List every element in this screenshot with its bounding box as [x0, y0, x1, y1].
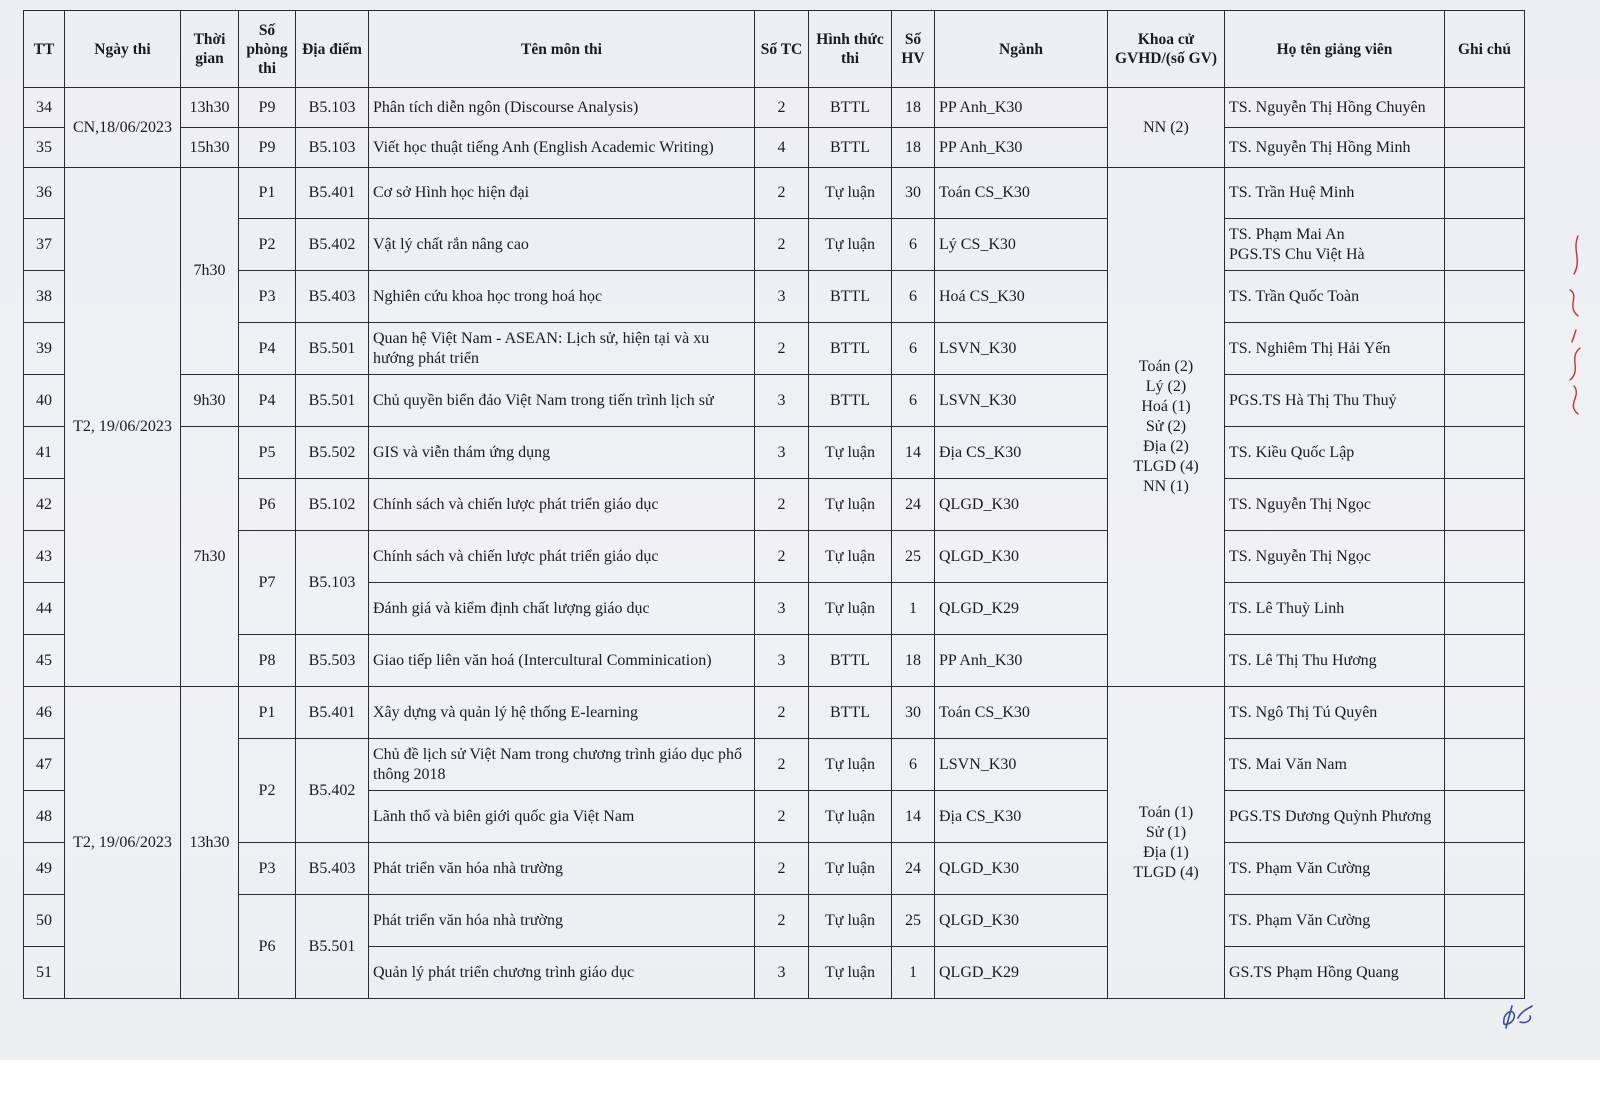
row-room: P6: [239, 895, 296, 999]
row-tt: 50: [24, 895, 65, 947]
row-room: P3: [239, 271, 296, 323]
row-format: BTTL: [809, 375, 892, 427]
row-venue: B5.402: [296, 739, 369, 843]
row-lecturer: TS. Lê Thị Thu Hương: [1225, 635, 1445, 687]
row-credits: 2: [755, 895, 809, 947]
table-row: [24, 271, 1525, 323]
row-lecturer: PGS.TS Hà Thị Thu Thuỷ: [1225, 375, 1445, 427]
row-credits: 3: [755, 375, 809, 427]
row-venue: B5.403: [296, 843, 369, 895]
row-students: 25: [892, 531, 935, 583]
header-students: Số HV: [892, 11, 935, 88]
row-credits: 2: [755, 323, 809, 375]
header-credits: Số TC: [755, 11, 809, 88]
row-room: P8: [239, 635, 296, 687]
row-major: Lý CS_K30: [935, 219, 1108, 271]
row-format: Tự luận: [809, 843, 892, 895]
row-students: 18: [892, 128, 935, 168]
row-note: [1445, 168, 1525, 219]
row-subject: Phát triển văn hóa nhà trường: [369, 895, 755, 947]
row-note: [1445, 583, 1525, 635]
row-note: [1445, 895, 1525, 947]
row-venue: B5.103: [296, 128, 369, 168]
row-lecturer: TS. Phạm Văn Cường: [1225, 895, 1445, 947]
table-row: [24, 635, 1525, 687]
table-row: [24, 323, 1525, 375]
row-lecturer: TS. Kiều Quốc Lập: [1225, 427, 1445, 479]
row-students: 25: [892, 895, 935, 947]
row-room: P2: [239, 219, 296, 271]
header-venue: Địa điểm: [296, 11, 369, 88]
row-tt: 51: [24, 947, 65, 999]
row-major: LSVN_K30: [935, 739, 1108, 791]
row-lecturer: TS. Trần Quốc Toàn: [1225, 271, 1445, 323]
row-major: LSVN_K30: [935, 323, 1108, 375]
row-date: CN,18/06/2023: [65, 88, 181, 168]
row-note: [1445, 88, 1525, 128]
row-tt: 49: [24, 843, 65, 895]
row-students: 24: [892, 479, 935, 531]
row-tt: 37: [24, 219, 65, 271]
row-room: P4: [239, 375, 296, 427]
row-major: QLGD_K29: [935, 947, 1108, 999]
row-note: [1445, 479, 1525, 531]
row-time: 13h30: [181, 687, 239, 999]
row-tt: 36: [24, 168, 65, 219]
row-credits: 2: [755, 219, 809, 271]
header-room: Số phòng thi: [239, 11, 296, 88]
row-format: Tự luận: [809, 739, 892, 791]
row-credits: 2: [755, 843, 809, 895]
row-note: [1445, 128, 1525, 168]
row-format: Tự luận: [809, 791, 892, 843]
row-lecturer: GS.TS Phạm Hồng Quang: [1225, 947, 1445, 999]
row-time: 7h30: [181, 427, 239, 687]
row-room: P3: [239, 843, 296, 895]
row-subject: Chủ quyền biển đảo Việt Nam trong tiến trình lịch sử: [369, 375, 755, 427]
row-tt: 45: [24, 635, 65, 687]
row-subject: Quan hệ Việt Nam - ASEAN: Lịch sử, hiện tại và xu hướng phát triển: [369, 323, 755, 375]
row-subject: Chính sách và chiến lược phát triển giáo dục: [369, 531, 755, 583]
row-lecturer: TS. Nghiêm Thị Hải Yến: [1225, 323, 1445, 375]
row-subject: Xây dựng và quản lý hệ thống E-learning: [369, 687, 755, 739]
row-major: QLGD_K30: [935, 479, 1108, 531]
row-students: 30: [892, 687, 935, 739]
row-tt: 34: [24, 88, 65, 128]
row-lecturer: TS. Trần Huệ Minh: [1225, 168, 1445, 219]
header-time: Thời gian: [181, 11, 239, 88]
row-venue: B5.103: [296, 88, 369, 128]
row-room: P6: [239, 479, 296, 531]
exam-schedule-table: [23, 10, 1525, 999]
row-students: 6: [892, 739, 935, 791]
row-credits: 3: [755, 583, 809, 635]
header-subject: Tên môn thi: [369, 11, 755, 88]
row-students: 6: [892, 323, 935, 375]
row-credits: 2: [755, 739, 809, 791]
row-note: [1445, 843, 1525, 895]
row-note: [1445, 739, 1525, 791]
row-major: Toán CS_K30: [935, 168, 1108, 219]
row-students: 6: [892, 219, 935, 271]
row-format: BTTL: [809, 687, 892, 739]
row-major: QLGD_K30: [935, 531, 1108, 583]
row-faculty: Toán (2) Lý (2) Hoá (1) Sử (2) Địa (2) TLGD (4) NN (1): [1108, 168, 1225, 687]
row-tt: 44: [24, 583, 65, 635]
row-note: [1445, 323, 1525, 375]
row-credits: 2: [755, 479, 809, 531]
row-format: Tự luận: [809, 219, 892, 271]
row-venue: B5.501: [296, 375, 369, 427]
row-format: BTTL: [809, 323, 892, 375]
row-tt: 41: [24, 427, 65, 479]
row-major: PP Anh_K30: [935, 128, 1108, 168]
row-venue: B5.403: [296, 271, 369, 323]
table-row: [24, 168, 1525, 219]
row-lecturer: TS. Lê Thuỳ Linh: [1225, 583, 1445, 635]
row-format: BTTL: [809, 128, 892, 168]
row-credits: 2: [755, 687, 809, 739]
row-subject: Chính sách và chiến lược phát triển giáo dục: [369, 479, 755, 531]
row-time: 15h30: [181, 128, 239, 168]
row-room: P9: [239, 128, 296, 168]
header-major: Ngành: [935, 11, 1108, 88]
row-tt: 47: [24, 739, 65, 791]
table-row: [24, 895, 1525, 947]
row-venue: B5.401: [296, 687, 369, 739]
row-lecturer: TS. Nguyễn Thị Hồng Minh: [1225, 128, 1445, 168]
table-row: [24, 128, 1525, 168]
row-subject: Chủ đề lịch sử Việt Nam trong chương trình giáo dục phổ thông 2018: [369, 739, 755, 791]
row-students: 1: [892, 947, 935, 999]
row-major: Toán CS_K30: [935, 687, 1108, 739]
header-faculty: Khoa cử GVHD/(số GV): [1108, 11, 1225, 88]
row-lecturer: TS. Ngô Thị Tú Quyên: [1225, 687, 1445, 739]
row-format: Tự luận: [809, 479, 892, 531]
row-venue: B5.502: [296, 427, 369, 479]
row-major: QLGD_K30: [935, 843, 1108, 895]
row-credits: 2: [755, 168, 809, 219]
row-lecturer: TS. Nguyễn Thị Hồng Chuyên: [1225, 88, 1445, 128]
table-row: [24, 531, 1525, 583]
row-subject: Giao tiếp liên văn hoá (Intercultural Comminication): [369, 635, 755, 687]
row-subject: Quản lý phát triển chương trình giáo dục: [369, 947, 755, 999]
row-credits: 2: [755, 791, 809, 843]
row-tt: 42: [24, 479, 65, 531]
header-lecturer: Họ tên giảng viên: [1225, 11, 1445, 88]
row-lecturer: TS. Nguyễn Thị Ngọc: [1225, 479, 1445, 531]
row-major: QLGD_K30: [935, 895, 1108, 947]
row-credits: 2: [755, 531, 809, 583]
table-row: [24, 687, 1525, 739]
row-room: P5: [239, 427, 296, 479]
table-row: [24, 427, 1525, 479]
row-students: 6: [892, 375, 935, 427]
row-tt: 35: [24, 128, 65, 168]
row-subject: Cơ sở Hình học hiện đại: [369, 168, 755, 219]
header-format: Hình thức thi: [809, 11, 892, 88]
row-students: 30: [892, 168, 935, 219]
row-room: P1: [239, 687, 296, 739]
row-credits: 3: [755, 271, 809, 323]
page-bottom-margin: [0, 1060, 1600, 1108]
row-time: 13h30: [181, 88, 239, 128]
row-time: 9h30: [181, 375, 239, 427]
row-major: PP Anh_K30: [935, 88, 1108, 128]
row-note: [1445, 635, 1525, 687]
row-students: 18: [892, 635, 935, 687]
row-note: [1445, 375, 1525, 427]
row-students: 18: [892, 88, 935, 128]
row-venue: B5.103: [296, 531, 369, 635]
row-major: Địa CS_K30: [935, 791, 1108, 843]
row-format: Tự luận: [809, 168, 892, 219]
table-row: [24, 739, 1525, 791]
row-tt: 38: [24, 271, 65, 323]
row-venue: B5.401: [296, 168, 369, 219]
row-tt: 43: [24, 531, 65, 583]
row-lecturer: TS. Mai Văn Nam: [1225, 739, 1445, 791]
row-room: P4: [239, 323, 296, 375]
row-format: Tự luận: [809, 947, 892, 999]
header-note: Ghi chú: [1445, 11, 1525, 88]
row-venue: B5.501: [296, 323, 369, 375]
row-credits: 4: [755, 128, 809, 168]
row-students: 1: [892, 583, 935, 635]
row-subject: Nghiên cứu khoa học trong hoá học: [369, 271, 755, 323]
row-room: P2: [239, 739, 296, 843]
row-lecturer: TS. Phạm Văn Cường: [1225, 843, 1445, 895]
row-tt: 40: [24, 375, 65, 427]
row-note: [1445, 947, 1525, 999]
row-credits: 2: [755, 88, 809, 128]
row-lecturer: TS. Nguyễn Thị Ngọc: [1225, 531, 1445, 583]
row-lecturer: PGS.TS Dương Quỳnh Phương: [1225, 791, 1445, 843]
row-major: PP Anh_K30: [935, 635, 1108, 687]
row-subject: Phát triển văn hóa nhà trường: [369, 843, 755, 895]
row-venue: B5.503: [296, 635, 369, 687]
row-note: [1445, 427, 1525, 479]
row-tt: 39: [24, 323, 65, 375]
header-tt: TT: [24, 11, 65, 88]
row-faculty: NN (2): [1108, 88, 1225, 168]
row-major: QLGD_K29: [935, 583, 1108, 635]
row-major: LSVN_K30: [935, 375, 1108, 427]
page-initial-mark: [1498, 1000, 1538, 1030]
row-subject: GIS và viễn thám ứng dụng: [369, 427, 755, 479]
table-row: [24, 219, 1525, 271]
row-credits: 3: [755, 427, 809, 479]
table-row: [24, 479, 1525, 531]
table-row: [24, 375, 1525, 427]
row-tt: 46: [24, 687, 65, 739]
row-note: [1445, 531, 1525, 583]
row-students: 24: [892, 843, 935, 895]
row-note: [1445, 271, 1525, 323]
row-note: [1445, 791, 1525, 843]
row-tt: 48: [24, 791, 65, 843]
row-format: BTTL: [809, 88, 892, 128]
row-format: BTTL: [809, 271, 892, 323]
header-date: Ngày thi: [65, 11, 181, 88]
row-students: 14: [892, 791, 935, 843]
table-row: [24, 843, 1525, 895]
row-note: [1445, 687, 1525, 739]
row-time: 7h30: [181, 168, 239, 375]
row-format: Tự luận: [809, 531, 892, 583]
row-venue: B5.102: [296, 479, 369, 531]
row-venue: B5.501: [296, 895, 369, 999]
row-credits: 3: [755, 635, 809, 687]
row-format: Tự luận: [809, 583, 892, 635]
row-faculty: Toán (1) Sử (1) Địa (1) TLGD (4): [1108, 687, 1225, 999]
row-major: Hoá CS_K30: [935, 271, 1108, 323]
row-room: P1: [239, 168, 296, 219]
row-room: P9: [239, 88, 296, 128]
row-format: BTTL: [809, 635, 892, 687]
table-row: [24, 88, 1525, 128]
row-credits: 3: [755, 947, 809, 999]
row-format: Tự luận: [809, 895, 892, 947]
row-date: T2, 19/06/2023: [65, 687, 181, 999]
row-students: 14: [892, 427, 935, 479]
row-subject: Vật lý chất rắn nâng cao: [369, 219, 755, 271]
row-subject: Viết học thuật tiếng Anh (English Academic Writing): [369, 128, 755, 168]
handwritten-signature: [1560, 230, 1590, 420]
row-room: P7: [239, 531, 296, 635]
row-subject: Phân tích diễn ngôn (Discourse Analysis): [369, 88, 755, 128]
row-subject: Lãnh thổ và biên giới quốc gia Việt Nam: [369, 791, 755, 843]
row-note: [1445, 219, 1525, 271]
row-subject: Đánh giá và kiểm định chất lượng giáo dục: [369, 583, 755, 635]
row-students: 6: [892, 271, 935, 323]
row-format: Tự luận: [809, 427, 892, 479]
header-row: [24, 11, 1525, 88]
row-venue: B5.402: [296, 219, 369, 271]
row-lecturer: TS. Phạm Mai An PGS.TS Chu Việt Hà: [1225, 219, 1445, 271]
row-major: Địa CS_K30: [935, 427, 1108, 479]
row-date: T2, 19/06/2023: [65, 168, 181, 687]
